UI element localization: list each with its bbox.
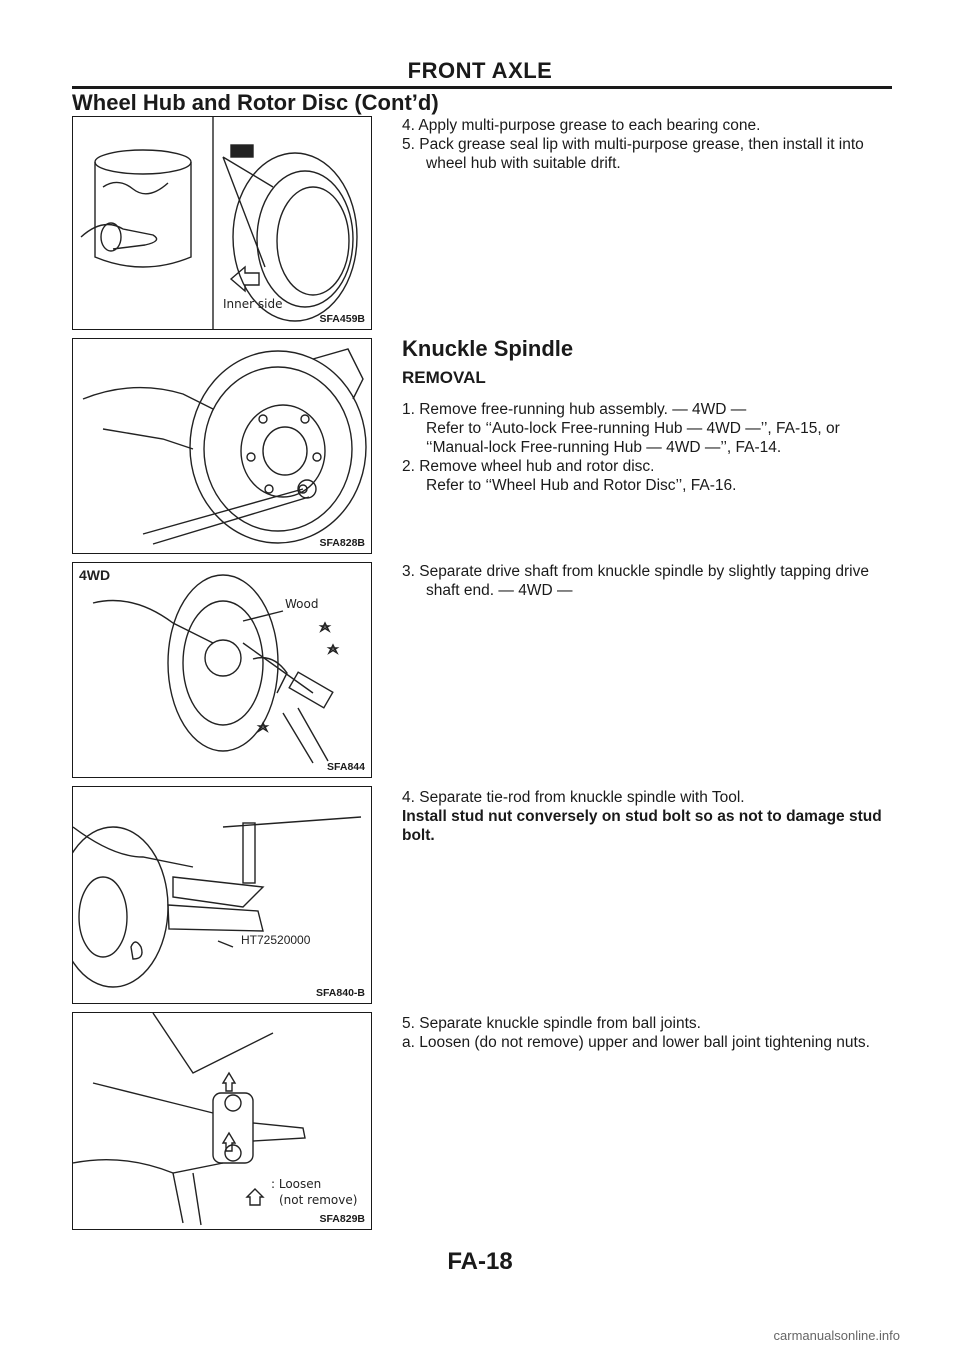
text-block-drive-shaft [402,562,894,600]
page-number: FA-18 [447,1248,513,1275]
tool-number-label: HT72520000 [241,933,311,947]
not-remove-label: (not remove) [279,1193,358,1207]
figure-ball-joints [72,1012,372,1230]
step-5-ball-joints: 5. Separate knuckle spindle from ball joints. [402,1015,701,1032]
stud-nut-caution: Install stud nut conversely on stud bolt so as not to damage stud bolt. [402,808,882,844]
step-2-reference: Refer to ‘‘Wheel Hub and Rotor Disc’’, FA-16. [426,477,737,494]
figure-tie-rod [72,786,372,1004]
figure-grease-seal [72,116,372,330]
text-block-tie-rod [402,788,894,845]
wood-label: Wood [285,597,319,611]
section-title: Wheel Hub and Rotor Disc (Cont’d) [72,90,439,115]
tie-rod-illustration [73,787,372,1004]
inner-side-label: Inner side [223,297,283,311]
step-1-reference: Refer to ‘‘Auto-lock Free-running Hub — 4WD —’’, FA-15, or ‘‘Manual-lock Free-running Hub — 4WD —’’, FA-14. [426,420,840,456]
knuckle-spindle-heading: Knuckle Spindle [402,336,574,361]
step-4-tie-rod: 4. Separate tie-rod from knuckle spindle with Tool. [402,789,745,806]
text-block-removal [402,400,894,495]
figure-code: SFA829B [319,1213,365,1225]
chapter-title: FRONT AXLE [407,58,553,83]
figure-code: SFA828B [319,537,365,549]
step-1: 1. Remove free-running hub assembly. — 4WD — [402,401,747,418]
figure-code: SFA840-B [315,987,365,999]
four-wd-badge: 4WD [79,567,111,583]
figure-code: SFA459B [319,313,365,325]
step-5a-loosen: a. Loosen (do not remove) upper and lower ball joint tightening nuts. [402,1034,870,1051]
figure-hub-removal [72,338,372,554]
figure-drive-shaft [72,562,372,778]
drive-shaft-illustration [73,563,372,778]
text-block-ball-joints [402,1014,894,1052]
figure-code: SFA844 [327,761,365,773]
removal-heading: REMOVAL [402,368,486,387]
step-2: 2. Remove wheel hub and rotor disc. [402,458,655,475]
watermark: carmanualsonline.info [773,1328,900,1343]
loosen-label: : Loosen [271,1177,322,1191]
step-4-grease: 4. Apply multi-purpose grease to each bearing cone. [402,117,761,134]
header-rule [72,86,892,89]
text-block-grease [402,116,894,173]
step-3: 3. Separate drive shaft from knuckle spindle by slightly tapping drive shaft end. — 4WD — [402,563,869,599]
step-5-seal: 5. Pack grease seal lip with multi-purpose grease, then install it into wheel hub with suitable drift. [402,136,864,172]
hub-removal-illustration [73,339,372,554]
